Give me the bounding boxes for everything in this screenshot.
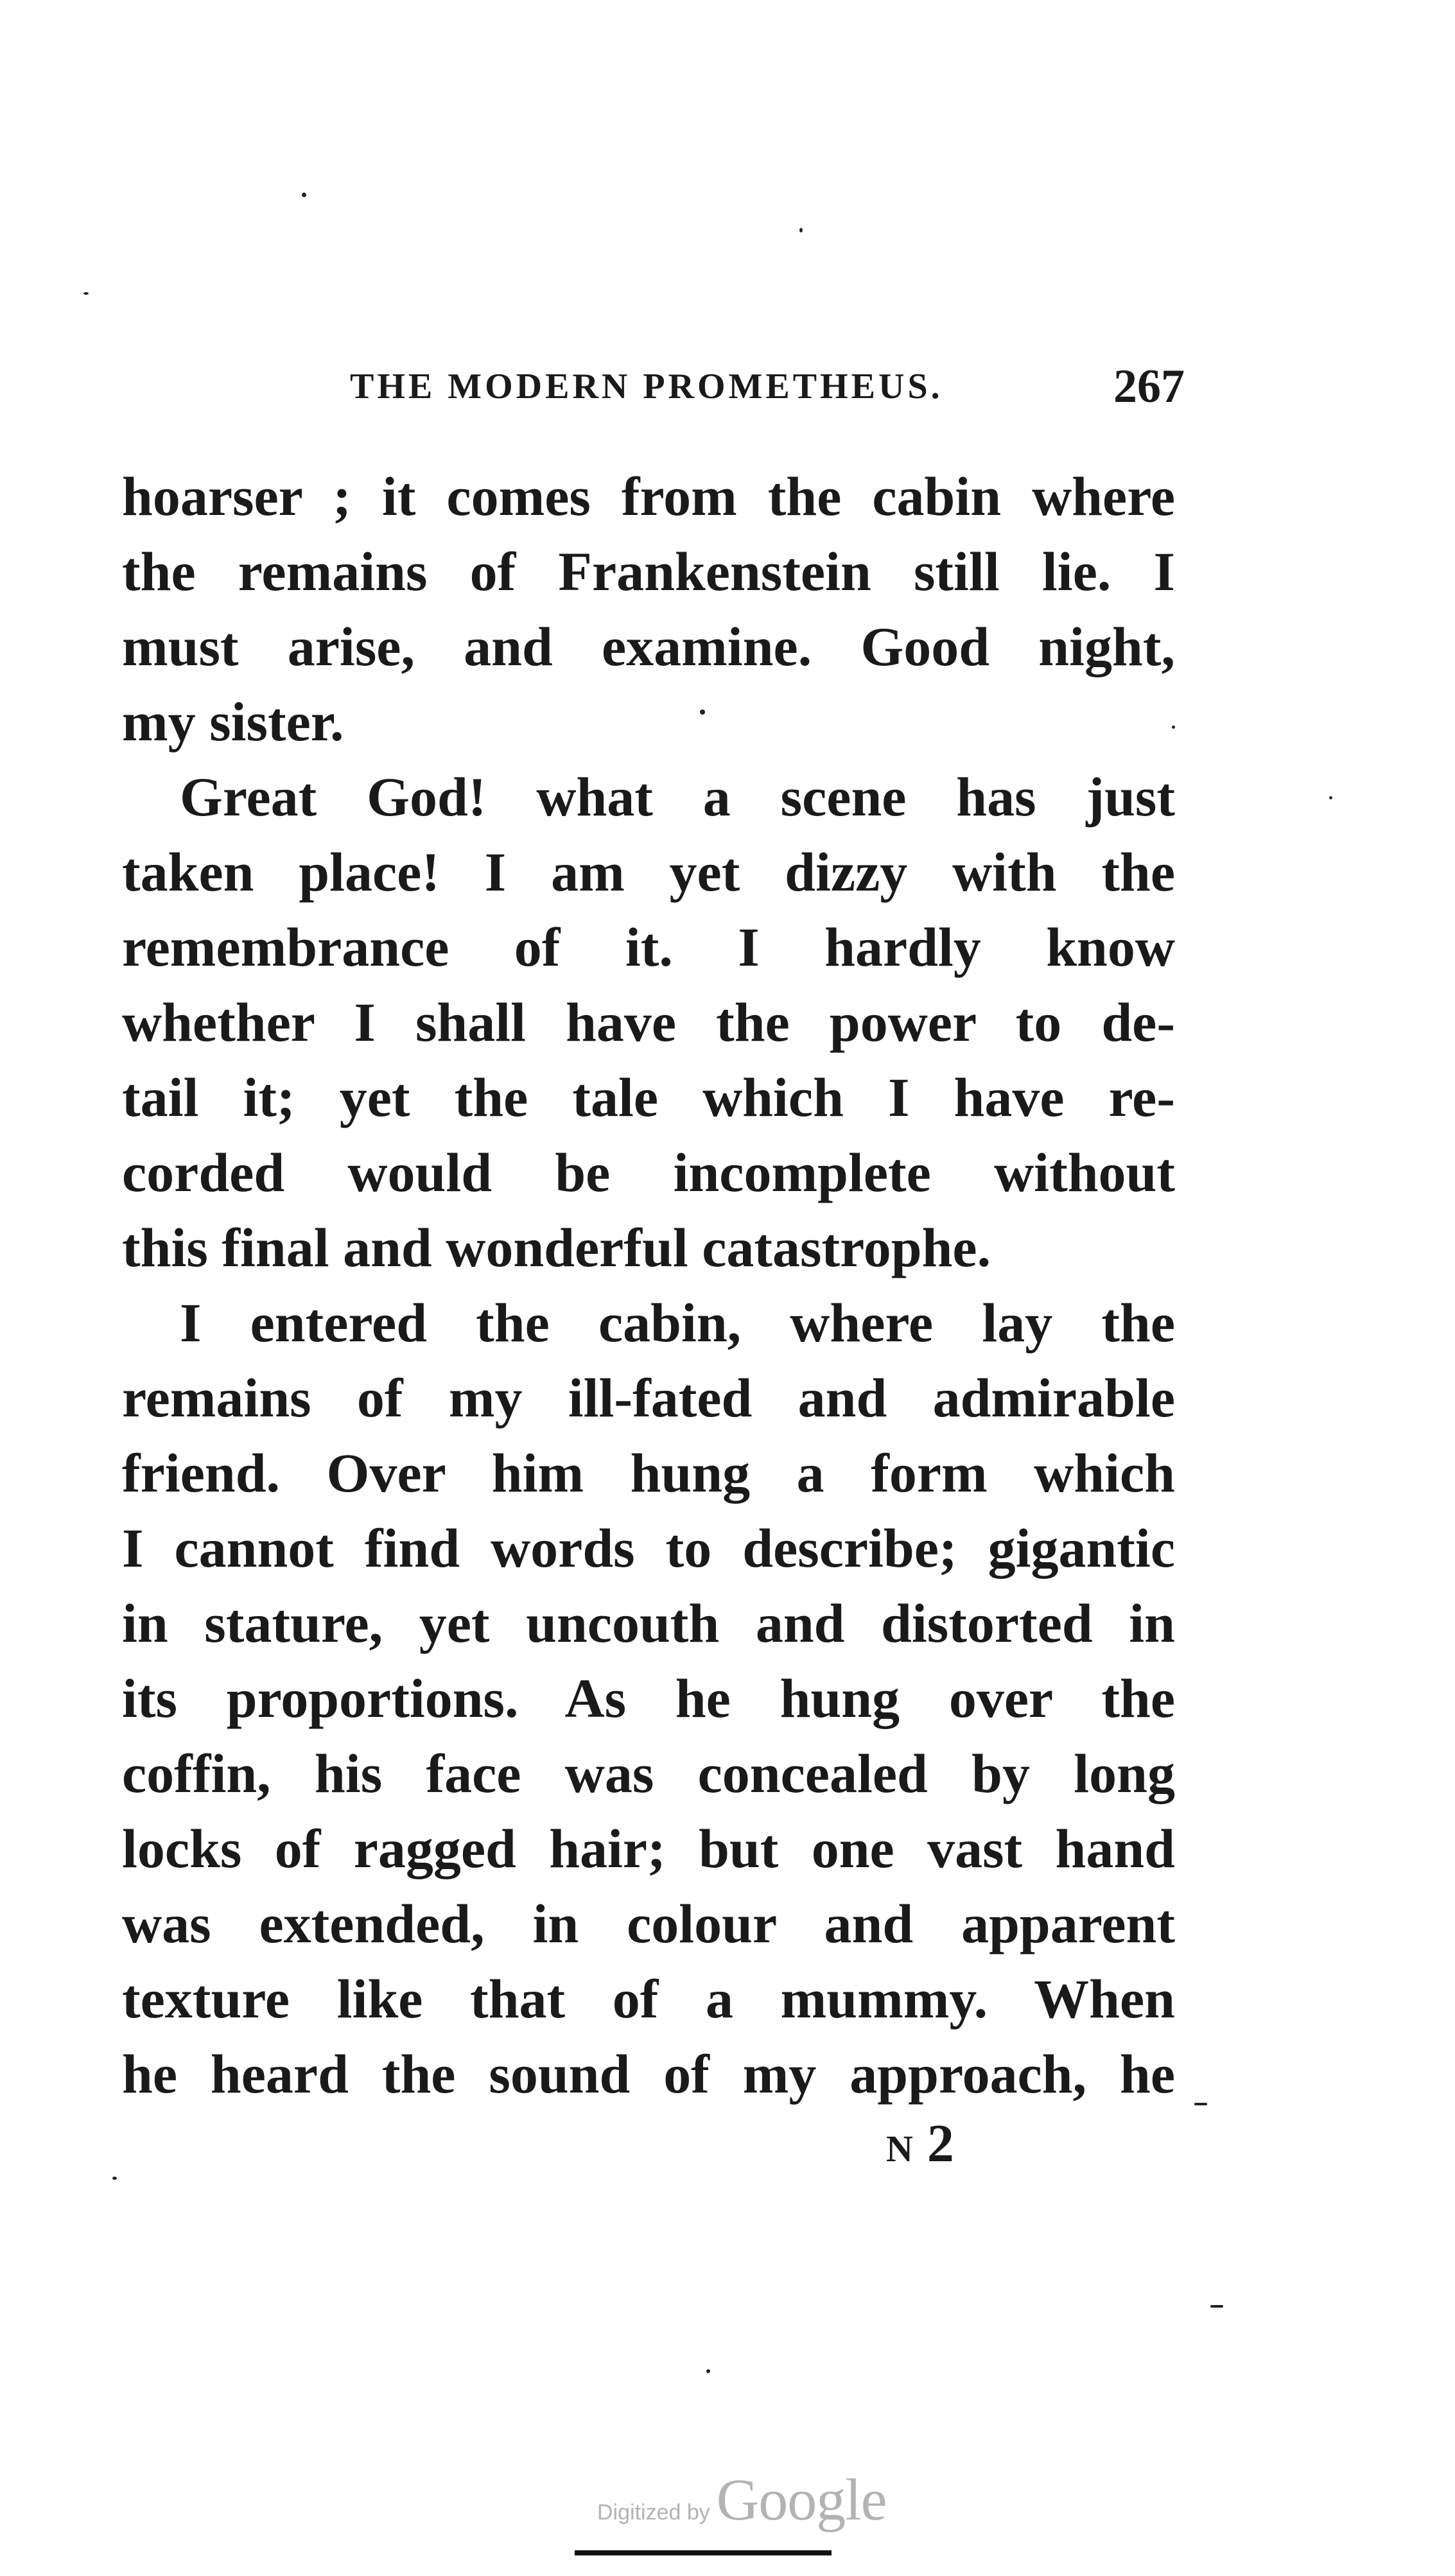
signature-number: 2	[927, 2114, 954, 2173]
watermark-brand: Google	[716, 2467, 887, 2532]
scan-speck	[706, 2369, 710, 2373]
text-line: remembrance of it. I hardly know	[122, 916, 1175, 978]
scan-speck	[83, 292, 89, 295]
scan-edge-rule	[575, 2550, 832, 2555]
digitized-watermark	[597, 2466, 887, 2534]
signature-letter: N	[886, 2128, 913, 2170]
scan-speck	[1210, 2305, 1223, 2308]
text-line: the remains of Frankenstein still lie. I	[122, 541, 1175, 602]
running-head	[350, 360, 1185, 411]
scan-speck	[302, 193, 306, 197]
signature-mark	[886, 2112, 954, 2175]
text-line: whether I shall have the power to de-	[122, 991, 1175, 1053]
scan-speck	[112, 2177, 117, 2180]
scan-speck	[1329, 796, 1332, 799]
scan-speck	[700, 709, 705, 715]
running-title: THE MODERN PROMETHEUS.	[350, 367, 943, 406]
page-number: 267	[1113, 360, 1185, 413]
text-line: taken place! I am yet dizzy with the	[122, 841, 1175, 903]
text-line: locks of ragged hair; but one vast hand	[122, 1818, 1175, 1879]
text-line: remains of my ill-fated and admirable	[122, 1367, 1175, 1429]
text-line: its proportions. As he hung over the	[122, 1667, 1175, 1729]
text-line: he heard the sound of my approach, he	[122, 2043, 1175, 2105]
scan-speck	[1172, 726, 1175, 729]
text-line: corded would be incomplete without	[122, 1142, 1175, 1203]
scan-speck	[799, 228, 803, 232]
text-line: was extended, in colour and apparent	[122, 1893, 1175, 1954]
text-line: in stature, yet uncouth and distorted in	[122, 1592, 1175, 1654]
text-line: I cannot find words to describe; gigantic	[122, 1517, 1175, 1579]
scan-speck	[1194, 2103, 1207, 2105]
watermark-prefix: Digitized by	[597, 2500, 710, 2525]
text-line: friend. Over him hung a form which	[122, 1442, 1175, 1504]
text-line: coffin, his face was concealed by long	[122, 1743, 1175, 1804]
text-line: hoarser ; it comes from the cabin where	[122, 466, 1175, 527]
text-line: I entered the cabin, where lay the	[180, 1292, 1175, 1353]
body-text	[122, 459, 1175, 2112]
text-line: texture like that of a mummy. When	[122, 1968, 1175, 2030]
text-line: my sister.	[122, 691, 344, 753]
text-line: must arise, and examine. Good night,	[122, 616, 1175, 677]
text-line: this final and wonderful catastrophe.	[122, 1217, 991, 1278]
text-line: tail it; yet the tale which I have re-	[122, 1066, 1175, 1128]
text-line: Great God! what a scene has just	[180, 766, 1175, 828]
